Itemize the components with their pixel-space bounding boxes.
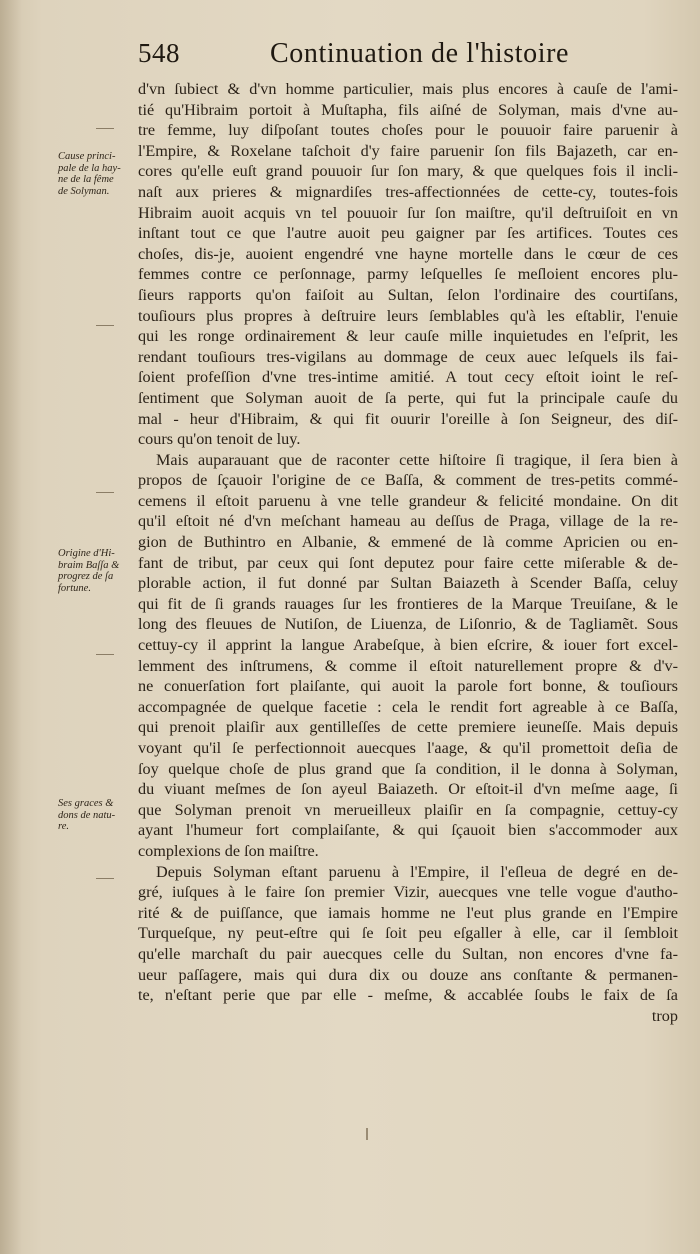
text-line: qu'il eſtoit né d'vn meſchant hameau au deſſus de Praga, village de la re- xyxy=(138,512,678,531)
margin-note-cause xyxy=(58,151,138,197)
margin-note-line: ne de la fême xyxy=(58,174,114,185)
text-line: gion de Buthintro en Albanie, & emmené de là comme Apricien ou en- xyxy=(138,533,678,552)
margin-rule xyxy=(96,128,114,129)
margin-note-line: re. xyxy=(58,821,69,832)
text-line: qui les ronge ordinairement & leur cauſe mille inquietudes en l'eſprit, les xyxy=(138,327,678,346)
margin-note-line: Cause princi- xyxy=(58,151,116,162)
margin-note-line: dons de natu- xyxy=(58,809,116,821)
margin-rule xyxy=(96,492,114,493)
margin-note-line: Origine d'Hi- xyxy=(58,548,115,559)
text-line: Depuis Solyman eſtant paruenu à l'Empire, il l'eſleua de degré en de- xyxy=(156,862,678,881)
text-line: touſiours plus propres à deſtruire leurs ſemblables qu'à les eſtablir, l'enuie xyxy=(138,306,678,325)
text-line: ſoy quelque choſe de plus grand que ſa condition, il le donna à Solyman, xyxy=(138,759,678,778)
margin-note-line: pale de la hay- xyxy=(58,162,121,174)
text-line: ſentiment que Solyman auoit de ſa perte, qui fut la principale cauſe du xyxy=(138,388,678,407)
text-line: que Solyman prenoit vn merueilleux plaiſir en ſa compagnie, cettuy-cy xyxy=(138,800,678,819)
print-mark xyxy=(366,1128,368,1140)
text-line: tre femme, luy diſpoſant toutes choſes pour le pouuoir faire paruenir à xyxy=(138,121,678,140)
text-line: ne conuerſation fort plaiſante, qui auoit la parole fort bonne, & touſiours xyxy=(138,677,678,696)
text-line: long des fleuues de Nutiſon, de Liuenza, de Liſonrio, & de Tagliamẽt. Sous xyxy=(138,615,678,634)
margin-rule xyxy=(96,654,114,655)
text-line: inſtant tout ce que l'autre auoit peu gaigner par ſes artifices. Toutes ces xyxy=(138,224,678,243)
text-line: ſieurs rapports qu'on faiſoit au Sultan, ſelon l'ordinaire des courtiſans, xyxy=(138,285,678,304)
text-line: accompagnée de quelque facetie : cela le rendit fort agreable à ce Baſſa, xyxy=(138,697,678,716)
margin-note-graces xyxy=(58,798,138,833)
text-line: voyant qu'il ſe perfectionnoit auecques l'aage, & qu'il promettoit deſia de xyxy=(138,739,678,757)
margin-rule xyxy=(96,325,114,326)
spine-shadow xyxy=(0,0,22,1254)
text-line: plorable action, il fut donné par Sultan Baiazeth à Scender Baſſa, celuy xyxy=(138,574,678,593)
text-line: qu'elle marchaſt du pair auecques celle du Sultan, non encores d'vne fa- xyxy=(138,944,678,963)
text-line: propos de ſçauoir l'origine de ce Baſſa, & comment de tres-petits commé- xyxy=(138,471,678,490)
text-line: te, n'eſtant perie que par elle - meſme, & accablée ſoubs le faix de ſa xyxy=(138,986,678,1005)
text-line: rendant touſiours tres-vigilans au dommage de ceux auec leſquels ils fai- xyxy=(138,347,678,366)
text-line: gré, iuſques à le faire ſon premier Vizir, auecques vne telle vogue d'autho- xyxy=(138,883,678,902)
text-line: rité & de puiſſance, que iamais homme ne l'eut plus grande en l'Empire xyxy=(138,903,678,922)
text-line: d'vn ſubiect & d'vn homme particulier, mais plus encores à cauſe de l'ami- xyxy=(138,80,678,98)
text-line: l'Empire, & Roxelane taſchoit d'y faire paruenir ſon fils Bajazeth, car en- xyxy=(138,141,678,160)
text-line: choſes, dis-je, auoient engendré vne hayne mortelle dans le cœur de ces xyxy=(138,244,678,263)
margin-note-origine xyxy=(58,548,138,594)
text-line: Turqueſque, ny peut-eſtre qui ſe ſoit peu eſgaller à elle, car il ſembloit xyxy=(138,924,678,943)
text-line: qui fit de ſi grands rauages ſur les frontieres de la Marque Treuiſane, & le xyxy=(138,594,678,613)
margin-note-line: de Solyman. xyxy=(58,185,110,197)
text-line: tié qu'Hibraim portoit à Muſtapha, fils aiſné de Solyman, mais d'vne au- xyxy=(138,100,678,119)
text-line: du viuant meſmes de ſon ayeul Baiazeth. Or eſtoit-il d'vn meſme aage, ſi xyxy=(138,780,678,799)
margin-note-line: progrez de ſa xyxy=(58,571,114,582)
text-line: cores qu'elle euſt grand pouuoir ſur ſon mary, & que quelques fois il incli- xyxy=(138,162,678,181)
text-line: cettuy-cy il apprint la langue Arabeſque, à bien eſcrire, & iouer fort excel- xyxy=(138,636,678,655)
margin-note-line: braim Baſſa & xyxy=(58,559,120,571)
text-line: cemens il eſtoit paruenu à vne telle grandeur & felicité mondaine. On dit xyxy=(138,491,678,510)
text-line: Mais auparauant que de raconter cette hiſtoire ſi tragique, il ſera bien à xyxy=(156,450,678,469)
margin-note-line: fortune. xyxy=(58,582,91,594)
text-line: naſt aux prieres & mignardiſes tres-affectionnées de cette-cy, toutes-fois xyxy=(138,182,678,201)
text-line: cours qu'on tenoit de luy. xyxy=(138,430,301,449)
text-line: fant de tribut, par ceux qui ſont deputez pour faire cette miſerable & de- xyxy=(138,553,678,572)
text-line: qui prenoit plaiſir aux gentilleſſes de cette premiere ieuneſſe. Mais depuis xyxy=(138,718,678,737)
text-line: lemment des inſtrumens, & comme il eſtoit naturellement propre & d'v- xyxy=(138,656,678,675)
body-text xyxy=(138,79,678,1026)
running-title: Continuation de l'histoire xyxy=(270,38,570,69)
page-number: 548 xyxy=(138,38,180,68)
text-line: ayant l'humeur fort complaiſante, & qui ſçauoit bien s'accommoder aux xyxy=(138,821,678,840)
margin-note-line: Ses graces & xyxy=(58,798,114,809)
text-line: femmes contre ce perſonnage, parmy leſquelles ſe meſloient encores plu- xyxy=(138,265,678,284)
page-header xyxy=(138,38,678,74)
text-line: Hibraim auoit acquis vn tel pouuoir ſur ſon maiſtre, qu'il deſtruiſoit en vn xyxy=(138,203,678,222)
catchword: trop xyxy=(651,1006,678,1025)
text-line: ſoient profeſſion d'vne tres-intime amitié. A tout cecy eſtoit ioint le reſ- xyxy=(138,368,678,387)
margin-rule xyxy=(96,878,114,879)
text-line: ueur paſſagere, mais qui dura dix ou douze ans conſtante & permanen- xyxy=(138,965,678,984)
text-line: mal - heur d'Hibraim, & qui fit ouurir l'oreille à ſon Seigneur, des diſ- xyxy=(138,409,678,428)
text-line: complexions de ſon maiſtre. xyxy=(138,841,319,860)
